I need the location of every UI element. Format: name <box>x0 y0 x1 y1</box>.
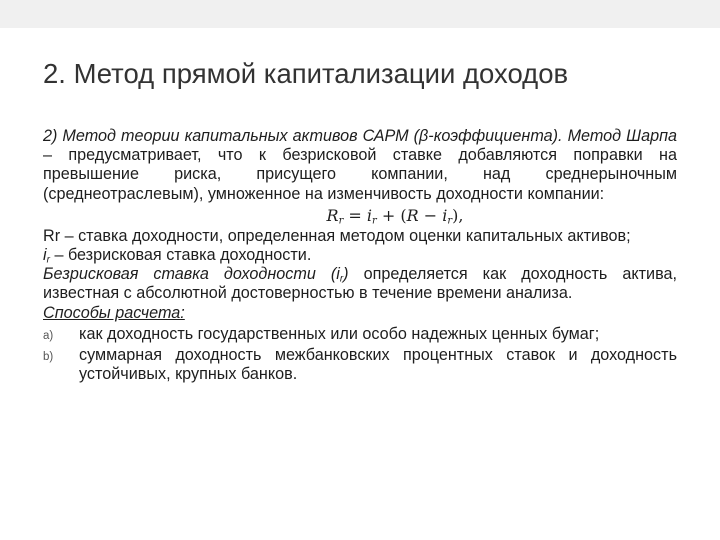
riskfree-sub: r <box>339 273 344 285</box>
capm-formula <box>43 205 677 227</box>
riskfree-text: определяется как доходность актива, известная с абсолютной достоверностью в течение времени анализа. <box>43 265 678 303</box>
ir-text: – безрисковая ставка доходности. <box>49 246 312 265</box>
formula-plus: + ( <box>376 205 407 225</box>
formula-ir2-sub: r <box>447 215 453 227</box>
formula-rr-sub: r <box>338 215 344 227</box>
methods-heading: Способы расчета: <box>43 303 185 322</box>
list-item <box>43 346 677 384</box>
riskfree-paragraph <box>43 265 677 303</box>
list-marker: a) <box>43 329 54 342</box>
list-item <box>43 325 677 344</box>
formula-r: R <box>406 205 419 225</box>
list-item-text: как доходность государственных или особо надежных ценных бумаг; <box>79 324 600 343</box>
formula-equals: = <box>343 205 367 225</box>
list-marker: b) <box>43 351 54 364</box>
formula-ir-sub: r <box>372 215 377 227</box>
method-description: – предусматривает, что к безрисковой ставке добавляются поправки на превышение риска, присущего компании, над среднерыночным (среднеотраслевым), умноженное на изменчивость доходности компании: <box>43 146 677 203</box>
formula-ir2: i <box>442 205 448 225</box>
ir-sub: r <box>46 254 50 266</box>
slide-body <box>43 127 677 384</box>
definition-ir <box>43 246 677 265</box>
formula-minus: − <box>418 205 443 225</box>
slide-title: 2. Метод прямой капитализации доходов <box>43 58 569 90</box>
formula-ir: i <box>366 205 373 225</box>
formula-close: ), <box>452 205 464 225</box>
method-name: 2) Метод теории капитальных активов САРМ (β-коэффициента). Метод Шарпа <box>43 127 677 145</box>
ir-var: i <box>43 246 47 265</box>
list-item-text: суммарная доходность межбанковских процентных ставок и доходность устойчивых, крупных банков. <box>79 346 677 384</box>
formula-rr: R <box>326 205 339 225</box>
riskfree-term-close: ) <box>343 265 349 284</box>
definition-rr: Rr – ставка доходности, определенная методом оценки капитальных активов; <box>43 226 631 245</box>
slide-top-bar <box>0 0 720 28</box>
method-paragraph <box>43 127 677 204</box>
riskfree-term: Безрисковая ставка доходности (i <box>43 265 340 284</box>
